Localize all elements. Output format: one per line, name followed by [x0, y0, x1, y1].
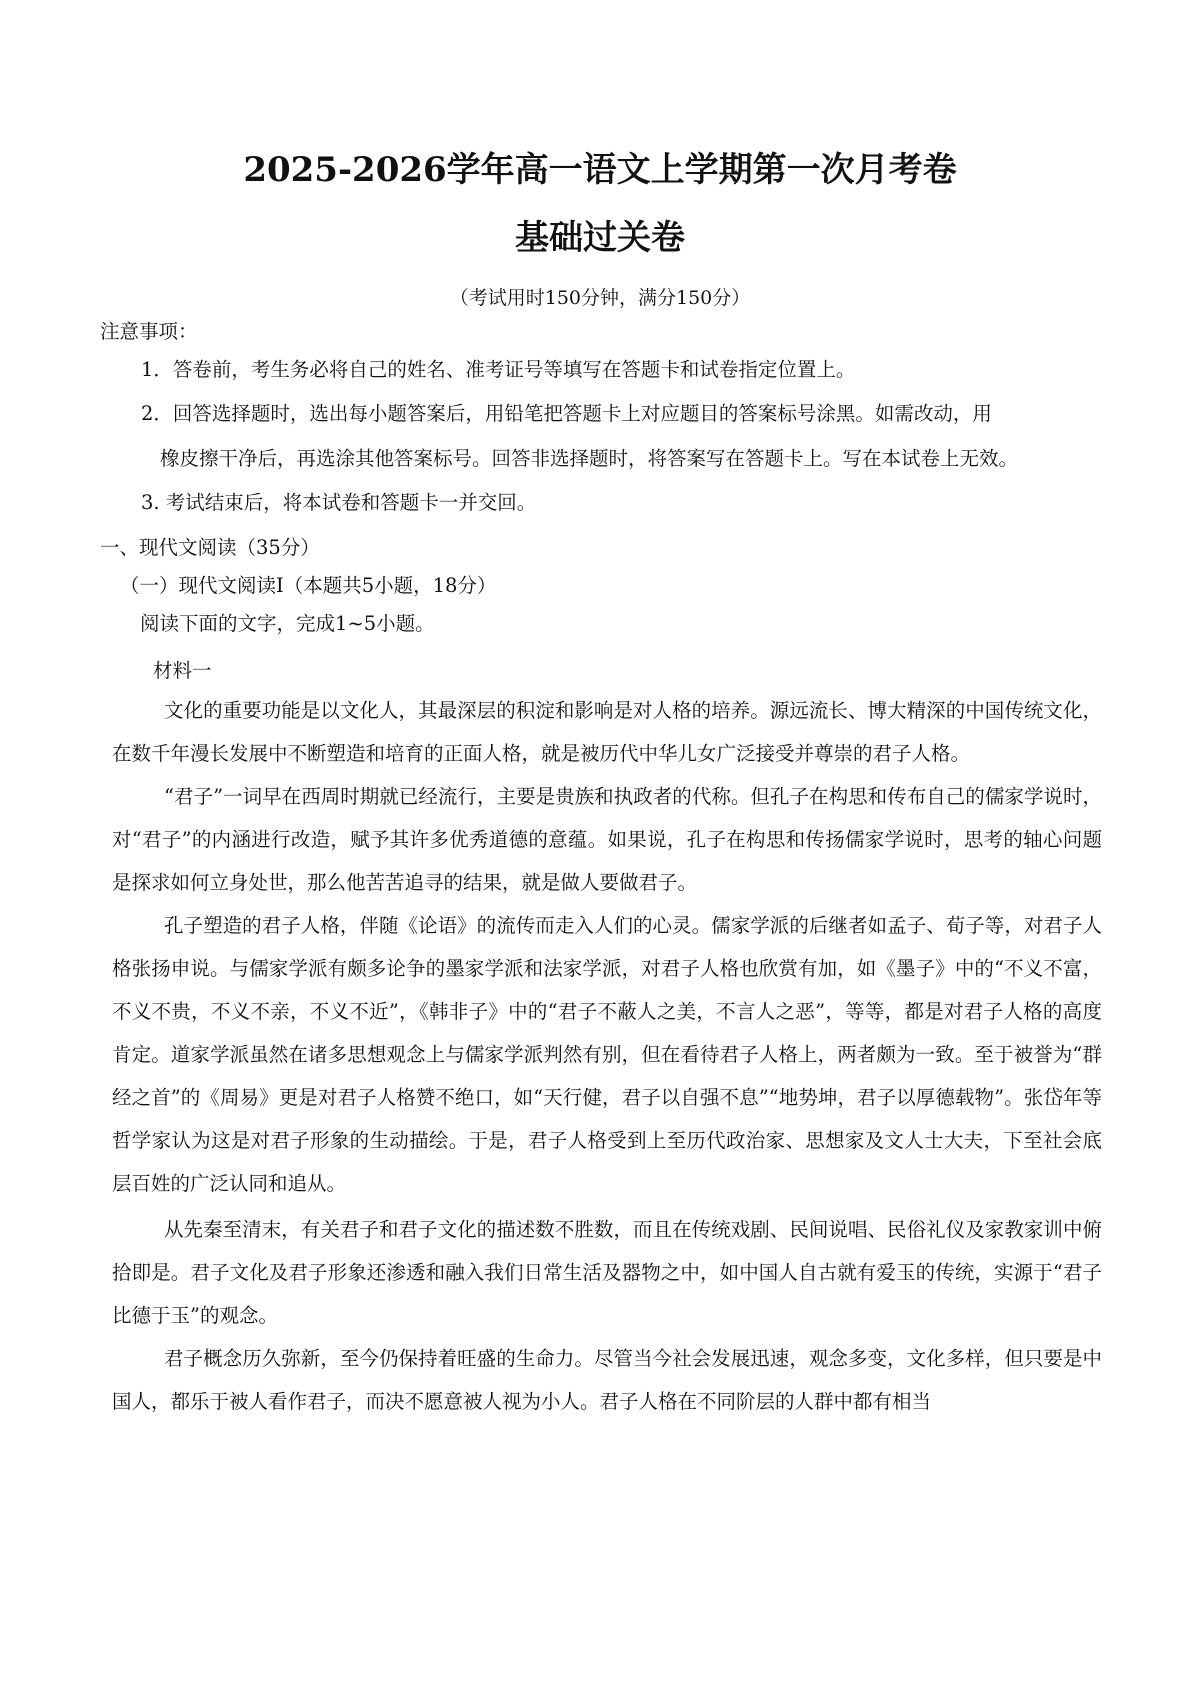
page-title: 2025-2026学年高一语文上学期第一次月考卷	[243, 150, 957, 190]
material-label: 材料一	[153, 659, 212, 682]
notice-item-2-cont: 橡皮擦干净后，再选涂其他答案标号。回答非选择题时，将答案写在答题卡上。写在本试卷上无效。	[160, 447, 1019, 470]
paragraph: “君子”一词早在西周时期就已经流行，主要是贵族和执政者的代称。但孔子在构思和传布自己的儒家学说时，对“君子”的内涵进行改造，赋予其许多优秀道德的意蕴。如果说，孔子在构思和传扬儒家学说时，思考的轴心问题是探求如何立身处世，那么他苦苦追寻的结果，就是做人要做君子。	[112, 785, 1102, 894]
exam-info: （考试用时150分钟，满分150分）	[449, 287, 751, 309]
notice-item-2: 2．回答选择题时，选出每小题答案后，用铅笔把答题卡上对应题目的答案标号涂黑。如需改动，用	[141, 402, 992, 425]
notice-heading: 注意事项：	[100, 320, 198, 343]
paragraph: 从先秦至清末，有关君子和君子文化的描述数不胜数，而且在传统戏剧、民间说唱、民俗礼仪及家教家训中俯拾即是。君子文化及君子形象还渗透和融入我们日常生活及器物之中，如中国人自古就有爱玉的传统，实源于“君子比德于玉”的观念。	[112, 1218, 1102, 1327]
section-sub-heading: （一）现代文阅读Ⅰ（本题共5小题，18分）	[120, 574, 497, 597]
notice-item-3: 3. 考试结束后，将本试卷和答题卡一并交回。	[141, 491, 537, 514]
section-heading: 一、现代文阅读（35分）	[100, 536, 320, 559]
reading-instruction: 阅读下面的文字，完成1~5小题。	[140, 612, 435, 635]
page-subtitle: 基础过关卷	[515, 218, 685, 258]
notice-item-1: 1．答卷前，考生务必将自己的姓名、准考证号等填写在答题卡和试卷指定位置上。	[141, 358, 856, 381]
paragraph: 文化的重要功能是以文化人，其最深层的积淀和影响是对人格的培养。源远流长、博大精深的中国传统文化，在数千年漫长发展中不断塑造和培育的正面人格，就是被历代中华儿女广泛接受并尊崇的君子人格。	[112, 699, 1102, 765]
paragraph: 孔子塑造的君子人格，伴随《论语》的流传而走入人们的心灵。儒家学派的后继者如孟子、荀子等，对君子人格张扬申说。与儒家学派有颇多论争的墨家学派和法家学派，对君子人格也欣赏有加，如《墨子》中的“不义不富，不义不贵，不义不亲，不义不近”，《韩非子》中的“君子不蔽人之美，不言人之恶”，等等，都是对君子人格的高度肯定。道家学派虽然在诸多思想观念上与儒家学派判然有别，但在看待君子人格上，两者颇为一致。至于被誉为“群经之首”的《周易》更是对君子人格赞不绝口，如“天行健，君子以自强不息”“地势坤，君子以厚德载物”。张岱年等哲学家认为这是对君子形象的生动描绘。于是，君子人格受到上至历代政治家、思想家及文人士大夫，下至社会底层百姓的广泛认同和追从。	[112, 914, 1102, 1195]
paragraph: 君子概念历久弥新，至今仍保持着旺盛的生命力。尽管当今社会发展迅速，观念多变，文化多样，但只要是中国人，都乐于被人看作君子，而决不愿意被人视为小人。君子人格在不同阶层的人群中都有相当	[112, 1347, 1102, 1413]
